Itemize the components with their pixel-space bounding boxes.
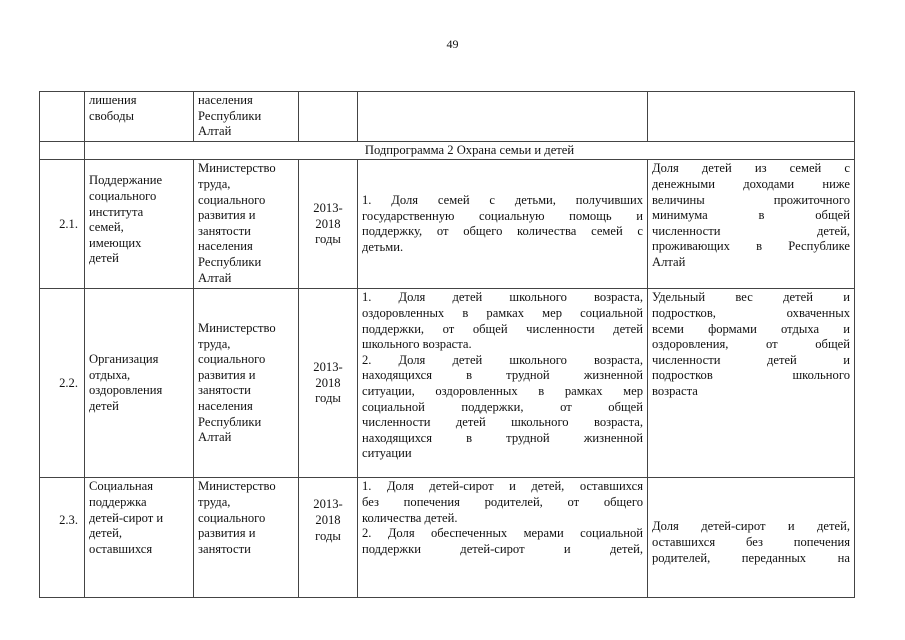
cell-activity: Социальная поддержка детей-сирот и детей, оставшихся (85, 478, 194, 598)
cell-years (299, 92, 358, 142)
row-number: 2.3. (40, 478, 85, 598)
cell-executor: Министерство труда, социального развития и занятости населения Республики Алтай (194, 160, 299, 289)
program-table (39, 91, 855, 598)
row-number: 2.1. (40, 160, 85, 289)
row-number: 2.2. (40, 289, 85, 478)
table-row-2-3 (40, 478, 855, 598)
cell-target: Удельный вес детей и подростков, охваченных всеми формами отдыха и оздоровления, от общей численности детей и подростков школьного возраста (648, 289, 855, 478)
cell-years: 2013- 2018 годы (299, 478, 358, 598)
subprogram-row (40, 141, 855, 160)
cell-indicators: 1. Доля детей школьного возраста, оздоровленных в рамках мер социальной поддержки, от общей численности детей школьного возраста. 2. Доля детей школьного возраста, находящихся в трудной жизненной ситуации, оздоровленных в рамках мер социальной поддержки, от общей численности детей школьного возраста, находящихся в трудной жизненной ситуации (358, 289, 648, 478)
cell-executor: Министерство труда, социального развития и занятости населения Республики Алтай (194, 289, 299, 478)
cell-executor: населения Республики Алтай (194, 92, 299, 142)
cell-target: Доля детей из семей с денежными доходами ниже величины прожиточного минимума в общей численности детей, проживающих в Республике Алтай (648, 160, 855, 289)
cell-executor: Министерство труда, социального развития и занятости (194, 478, 299, 598)
subprogram-title: Подпрограмма 2 Охрана семьи и детей (85, 141, 855, 160)
cell-activity: Поддержание социального института семей, имеющих детей (85, 160, 194, 289)
cell-activity: лишения свободы (85, 92, 194, 142)
cell-indicators (358, 92, 648, 142)
cell-num (40, 92, 85, 142)
cell-num (40, 141, 85, 160)
cell-years: 2013- 2018 годы (299, 160, 358, 289)
cell-target: Доля детей-сирот и детей, оставшихся без попечения родителей, переданных на (648, 478, 855, 598)
page-number: 49 (446, 37, 459, 51)
cell-target (648, 92, 855, 142)
table-row-2-1 (40, 160, 855, 289)
table-row-continued (40, 92, 855, 142)
cell-indicators: 1. Доля детей-сирот и детей, оставшихся без попечения родителей, от общего количества детей. 2. Доля обеспеченных мерами социальной поддержки детей-сирот и детей, (358, 478, 648, 598)
cell-indicators: 1. Доля семей с детьми, получивших государственную социальную помощь и поддержку, от общего количества семей с детьми. (358, 160, 648, 289)
cell-years: 2013- 2018 годы (299, 289, 358, 478)
cell-activity: Организация отдыха, оздоровления детей (85, 289, 194, 478)
table-row-2-2 (40, 289, 855, 478)
